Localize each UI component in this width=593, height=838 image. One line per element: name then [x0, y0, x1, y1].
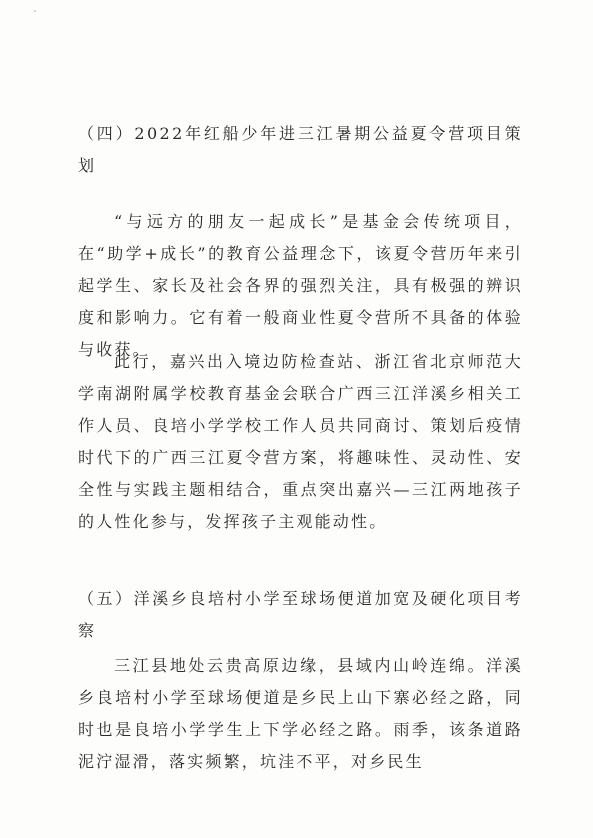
section-5-paragraph-1: 三江县地处云贵高原边缘，县域内山岭连绵。洋溪乡良培村小学至球场便道是乡民上山下寨必经之路，同时也是良培小学学生上下学必经之路。雨季，该条道路泥泞湿滑，落实频繁，坑洼不平，对乡民生 — [78, 656, 523, 771]
section-4-heading: （四）2022年红船少年进三江暑期公益夏令营项目策划 — [78, 124, 523, 175]
section-4-paragraph-2: 此行，嘉兴出入境边防检查站、浙江省北京师范大学南湖附属学校教育基金会联合广西三江洋溪乡相关工作人员、良培小学学校工作人员共同商讨、策划后疫情时代下的广西三江夏令营方案，将趣味性、灵动性、安全性与实践主题相结合，重点突出嘉兴—三江两地孩子的人性化参与，发挥孩子主观能动性。 — [78, 352, 523, 531]
section-5-heading: （五）洋溪乡良培村小学至球场便道加宽及硬化项目考察 — [78, 589, 523, 640]
section-4-paragraph-1: “与远方的朋友一起成长”是基金会传统项目，在“助学+成长”的教育公益理念下，该夏令营历年来引起学生、家长及社会各界的强烈关注，具有极强的辨识度和影响力。它有着一般商业性夏令营所不具备的体验与收获。 — [78, 212, 523, 359]
scan-speck — [34, 10, 36, 12]
